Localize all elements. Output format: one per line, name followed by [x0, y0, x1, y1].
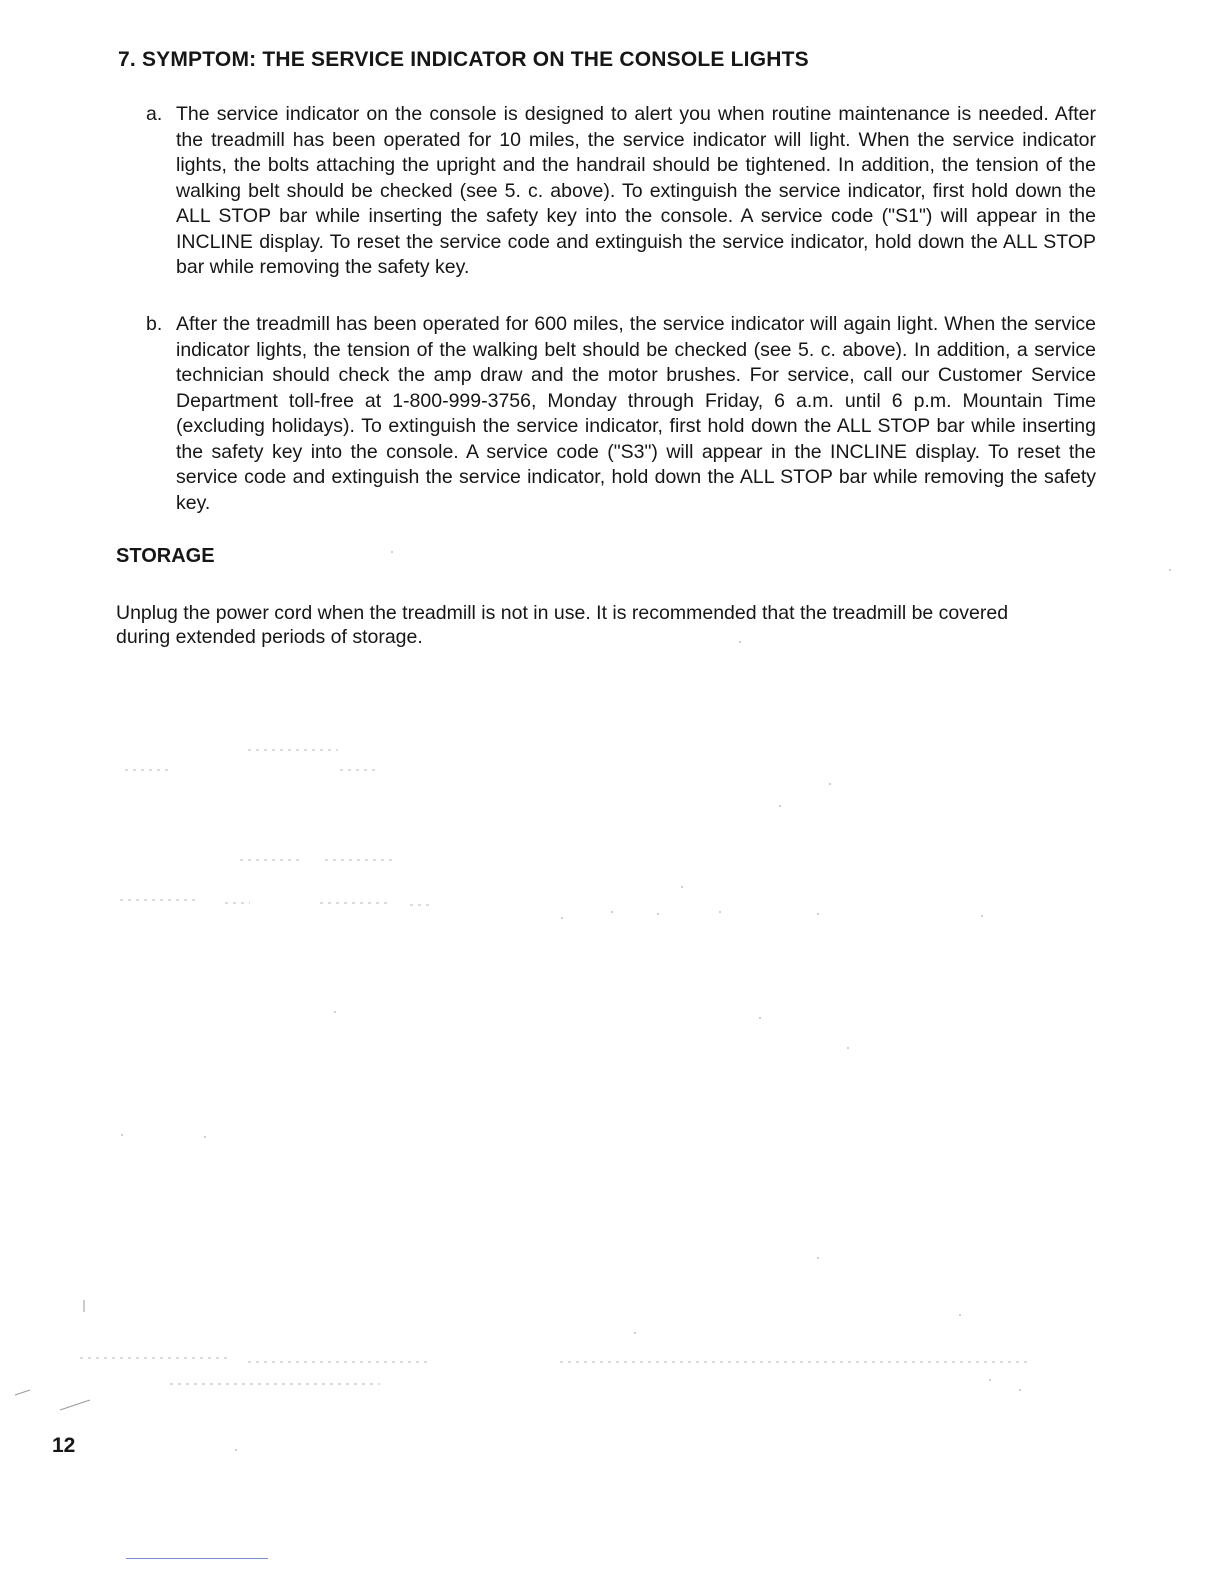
list-item-text: After the treadmill has been operated for 600 miles, the service indicator will again light. When the service indicator lights, the tension of the walking belt should be checked (see 5. c. above). In addition, a service technician should check the amp draw and the motor brushes. For service, call our Customer Service Department toll-free at 1-800-999-3756, Monday through Friday, 6 a.m. until 6 p.m. Mountain Time (excluding holidays). To extinguish the service indicator, first hold down the ALL STOP bar while inserting the safety key into the console. A service code ("S3") will appear in the INCLINE display. To reset the service code and extinguish the service indicator, hold down the ALL STOP bar while removing the safety key. — [176, 313, 1096, 514]
list-marker: a. — [146, 103, 163, 125]
section-title: 7. SYMPTOM: THE SERVICE INDICATOR ON THE CONSOLE LIGHTS — [118, 48, 809, 71]
page-number: 12 — [52, 1434, 76, 1457]
list-item-b — [146, 312, 1096, 516]
list-marker: b. — [146, 313, 163, 335]
list-item-text: The service indicator on the console is designed to alert you when routine maintenance is needed. After the treadmill has been operated for 10 miles, the service indicator will light. When the service indicator lights, the bolts attaching the upright and the handrail should be tightened. In addition, the tension of the walking belt should be checked (see 5. c. above). To extinguish the service indicator, first hold down the ALL STOP bar while inserting the safety key into the console. A service code ("S1") will appear in the INCLINE display. To reset the service code and extinguish the service indicator, hold down the ALL STOP bar while removing the safety key. — [176, 103, 1096, 278]
storage-paragraph: Unplug the power cord when the treadmill is not in use. It is recommended that the treadmill be covered during extended periods of storage. — [116, 602, 1009, 648]
list-item-a — [146, 102, 1096, 281]
bottom-rule — [126, 1558, 268, 1559]
storage-heading: STORAGE — [116, 545, 215, 567]
